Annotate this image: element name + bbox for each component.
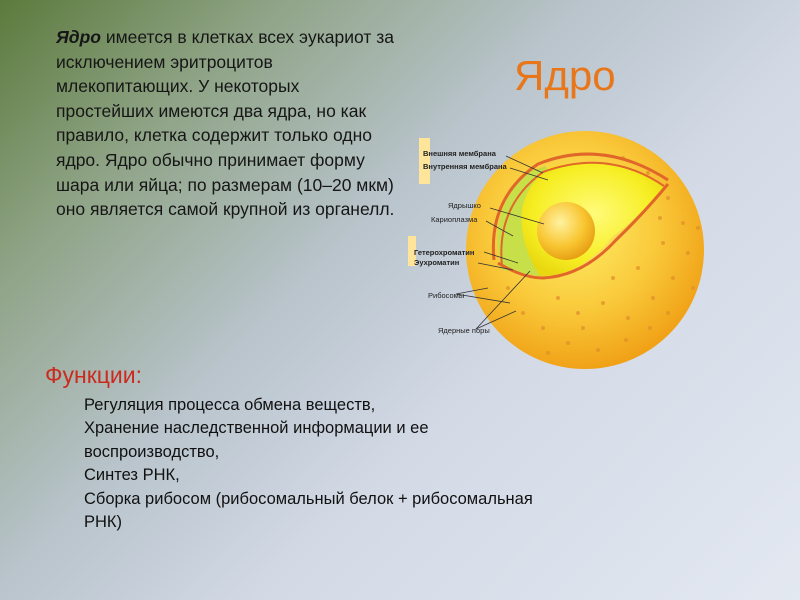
label-karyoplasm: Кариоплазма <box>431 215 478 224</box>
label-heterochromatin: Гетерохроматин <box>414 248 475 257</box>
label-nucleolus: Ядрышко <box>448 201 481 210</box>
function-item: Синтез РНК, <box>84 466 180 485</box>
functions-list <box>84 394 544 534</box>
label-nuclear-pores: Ядерные поры <box>438 326 490 335</box>
intro-term: Ядро <box>56 27 101 47</box>
functions-heading: Функции: <box>45 362 143 388</box>
label-euchromatin: Эухроматин <box>414 258 460 267</box>
function-item: Регуляция процесса обмена веществ, <box>84 396 376 414</box>
intro-text <box>56 25 401 222</box>
intro-body: имеется в клетках всех эукариот за исключением эритроцитов млекопитающих. У некоторых простейших имеются два ядра, но как правило, клетка содержит только одно ядро. Ядро обычно принимает форму шара или яйца; по размерам (10–20 мкм) оно является самой крупной из органелл. <box>56 27 395 220</box>
function-item: Сборка рибосом (рибосомальный белок + рибосомальная РНК) <box>84 489 533 532</box>
nucleolus-sphere <box>537 202 595 260</box>
nucleus-diagram <box>398 128 800 378</box>
label-ribosomes: Рибосомы <box>428 291 465 300</box>
slide-title: Ядро <box>514 52 616 99</box>
label-outer-membrane: Внешняя мембрана <box>423 149 496 158</box>
label-inner-membrane: Внутренняя мембрана <box>423 162 507 171</box>
function-item: Хранение наследственной информации и ее воспроизводство, <box>84 419 429 461</box>
